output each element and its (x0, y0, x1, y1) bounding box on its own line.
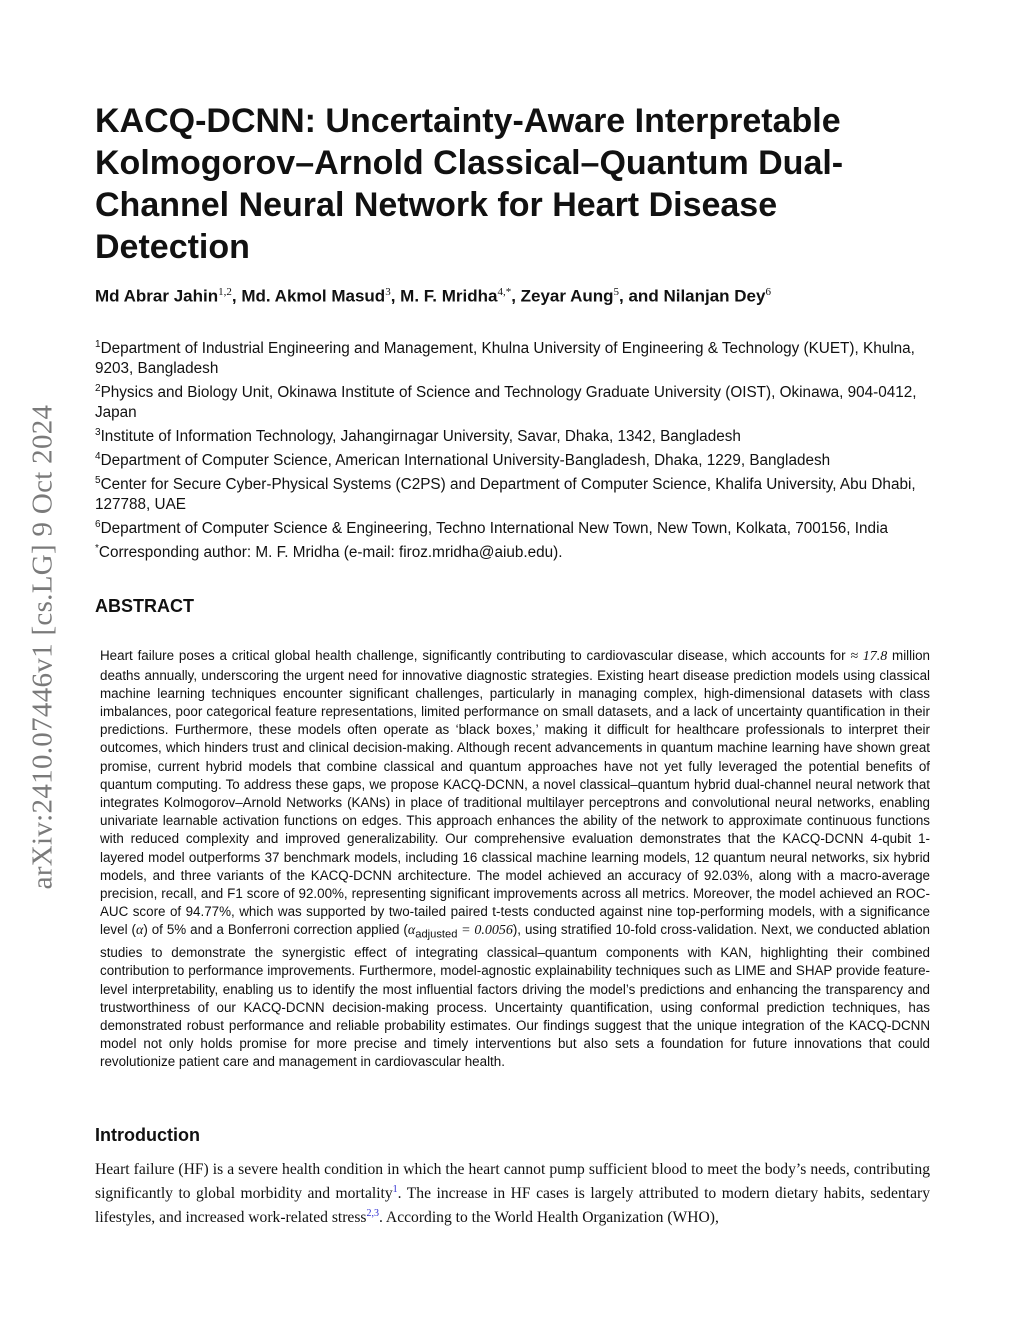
author-separator: , (511, 286, 521, 306)
affiliation-marker: 3 (95, 426, 101, 438)
affiliation-item (95, 423, 930, 447)
author-list (95, 281, 930, 308)
introduction-body (95, 1160, 930, 1228)
affiliation-item (95, 335, 930, 379)
author-separator: , (231, 286, 242, 306)
math-alpha-adjusted: α (407, 923, 416, 939)
author-separator: , (390, 286, 401, 306)
citation-link[interactable]: 1 (392, 1183, 398, 1195)
author-name: Zeyar Aung (520, 286, 614, 306)
abstract-text: ), using stratified 10-fold cross-validation. Next, we conducted ablation studies to demonstrate the synergistic effect of integrating classical–quantum components with KAN, highlighting their combined contribution to performance improvements. Furthermore, model-agnostic explainability techniques such as LIME and SHAP provide feature-level interpretability, enabling us to identify the most influential factors driving the model’s predictions and enhancing the transparency and trustworthiness of our KACQ-DCNN decision-making process. Uncertainty quantification, using conformal prediction techniques, has demonstrated robust performance and reliable probability estimates. Our findings suggest that the unique integration of the KACQ-DCNN model not only holds promise for more precise and timely interventions but also sets a foundation for future innovations that could revolutionize patient care and management in cardiovascular health. (100, 922, 930, 1070)
paper-title: KACQ-DCNN: Uncertainty-Aware Interpretable Kolmogorov–Arnold Classical–Quantum Dual-Channel Neural Network for Heart Disease Detection (95, 102, 844, 266)
abstract-text: million deaths annually, underscoring the urgent need for innovative diagnostic strategies. Existing heart disease prediction models using classical machine learning techniques encounter significant challenges, particularly in managing complex, high-dimensional datasets with class imbalances, poor categorical feature representations, limited performance on small datasets, and a lack of uncertainty quantification in their predictions. Furthermore, these models often operate as ‘black boxes,’ making it difficult for healthcare professionals to interpret their outcomes, which hinders trust and clinical decision-making. Although recent advancements in quantum machine learning have shown great promise, current hybrid models that combine classical and quantum approaches have not yet fully leveraged the potential benefits of quantum computing. To address these gaps, we propose KACQ-DCNN, a novel classical–quantum hybrid dual-channel neural network that integrates Kolmogorov–Arnold Networks (KANs) in place of traditional multilayer perceptrons and convolutional neural networks, enabling univariate learnable activation functions on edges. This approach enhances the ability of the network to approximate continuous functions with reduced complexity and improved generalizability. Our comprehensive evaluation demonstrates that the KACQ-DCNN 4-qubit 1-layered model outperforms 37 benchmark models, including 16 classical machine learning models, 12 quantum neural networks, six hybrid models, and three variants of the KACQ-DCNN architecture. The model achieved an accuracy of 92.03%, along with a macro-average precision, recall, and F1 score of 92.00%, representing significant improvements across all metrics. Moreover, the model achieved an ROC-AUC score of 94.77%, which was supported by two-tailed paired t-tests conducted against nine top-performing models, with a significance level ( (100, 648, 930, 938)
abstract-body (100, 647, 930, 1071)
author-separator: , and (619, 286, 664, 306)
affiliation-item (95, 539, 930, 563)
affiliation-item (95, 515, 930, 539)
citation-link[interactable]: 2,3 (366, 1207, 379, 1219)
affiliation-list (95, 335, 930, 564)
affiliation-marker: 2 (95, 382, 101, 394)
affiliation-text: Department of Computer Science, American International University-Bangladesh, Dhaka, 1229, Bangladesh (100, 452, 831, 470)
affiliation-text: Center for Secure Cyber-Physical Systems (C2PS) and Department of Computer Science, Khalifa University, Abu Dhabi, 127788, UAE (95, 476, 916, 514)
affiliation-item (95, 447, 930, 471)
math-approx: ≈ 17.8 (850, 649, 888, 665)
affiliation-marker: 4 (95, 450, 101, 462)
paper-page (95, 100, 930, 1228)
introduction-heading: Introduction (95, 1124, 200, 1145)
author-affiliation-marker: 3 (385, 286, 391, 298)
affiliation-marker: 5 (95, 475, 101, 487)
author-affiliation-marker: 4,* (497, 286, 512, 298)
abstract-text: Heart failure poses a critical global health challenge, significantly contributing to cardiovascular disease, which accounts for (100, 648, 851, 664)
affiliation-item (95, 379, 930, 423)
affiliation-text: Corresponding author: M. F. Mridha (e-mail: firoz.mridha@aiub.edu). (98, 544, 563, 562)
intro-text: . The increase in HF cases is largely attributed to modern dietary habits, sedentary lifestyles, and increased work-related stress (95, 1184, 930, 1227)
affiliation-text: Physics and Biology Unit, Okinawa Institute of Science and Technology Graduate University (OIST), Okinawa, 904-0412, Japan (95, 383, 917, 421)
author-affiliation-marker: 1,2 (218, 286, 232, 298)
author-affiliation-marker: 6 (765, 286, 771, 298)
math-subscript: adjusted (415, 929, 458, 942)
author-name: Md Abrar Jahin (95, 286, 219, 306)
author-name: Nilanjan Dey (663, 286, 766, 306)
affiliation-marker: * (95, 543, 99, 555)
affiliation-marker: 1 (95, 338, 101, 350)
math-alpha: α (135, 923, 144, 939)
abstract-text: ) of 5% and a Bonferroni correction applied ( (143, 922, 408, 938)
author-affiliation-marker: 5 (613, 286, 620, 298)
arxiv-identifier: arXiv:2410.07446v1 [cs.LG] 9 Oct 2024 (26, 404, 59, 890)
math-value: = 0.0056 (457, 923, 513, 939)
affiliation-text: Institute of Information Technology, Jahangirnagar University, Savar, Dhaka, 1342, Bangladesh (100, 427, 741, 445)
affiliation-marker: 6 (95, 519, 101, 531)
affiliation-text: Department of Industrial Engineering and Management, Khulna University of Engineering & Technology (KUET), Khulna, 9203, Bangladesh (95, 339, 915, 377)
intro-text: . According to the World Health Organization (WHO), (379, 1209, 719, 1227)
affiliation-text: Department of Computer Science & Engineering, Techno International New Town, New Town, Kolkata, 700156, India (100, 520, 888, 538)
intro-text: Heart failure (HF) is a severe health condition in which the heart cannot pump sufficient blood to meet the body’s needs, contributing significantly to global morbidity and mortality (95, 1160, 930, 1202)
affiliation-item (95, 471, 930, 515)
author-name: M. F. Mridha (400, 286, 498, 306)
arxiv-sidebar (22, 365, 64, 930)
abstract-heading: ABSTRACT (95, 596, 194, 617)
author-name: Md. Akmol Masud (241, 286, 386, 306)
